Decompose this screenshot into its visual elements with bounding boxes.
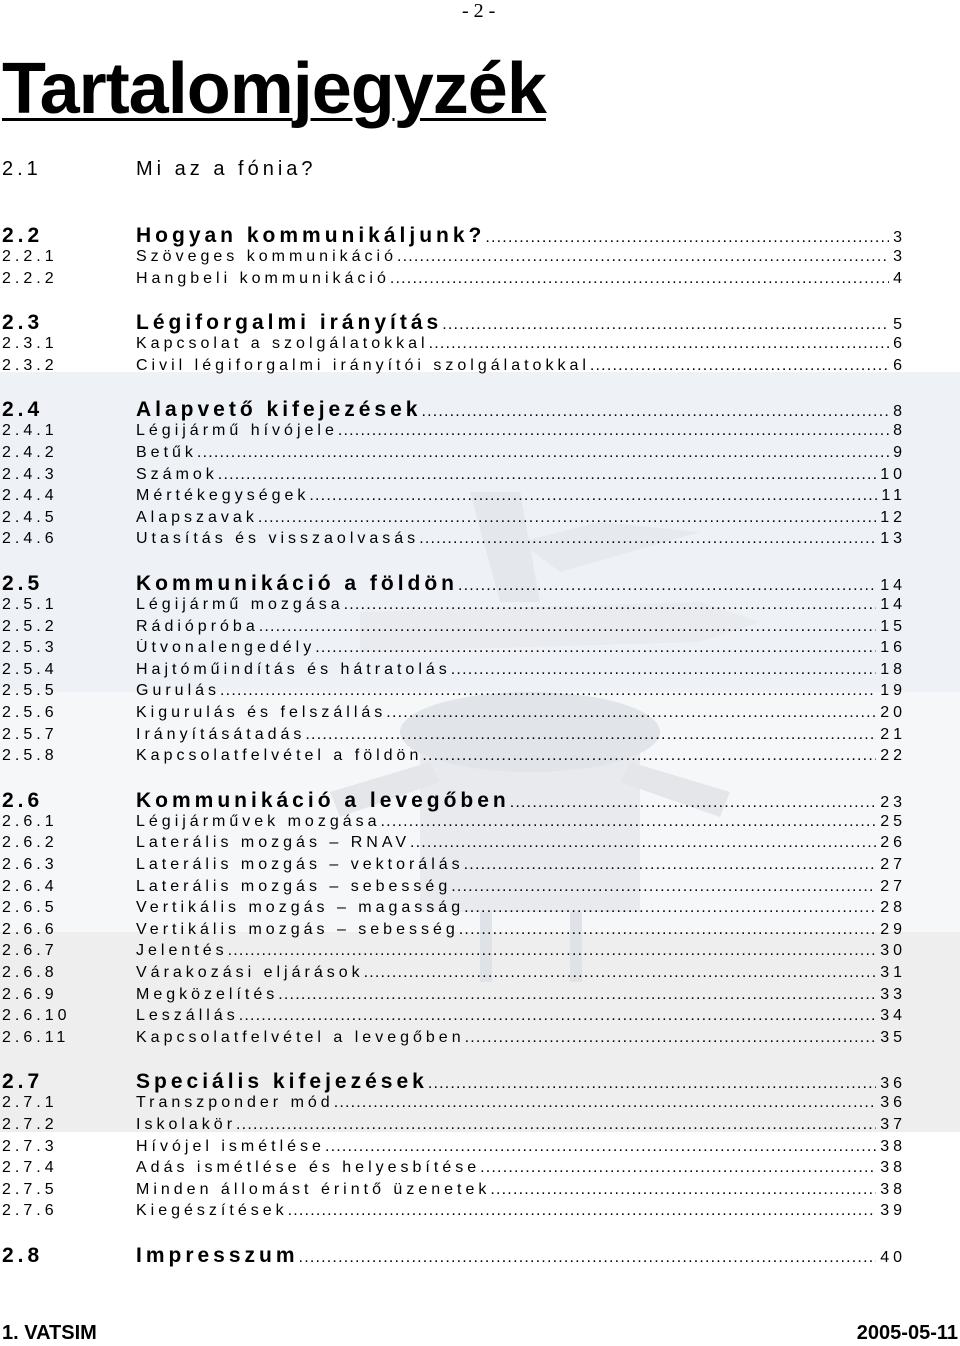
toc-entry-label: Rádiópróba — [136, 617, 259, 635]
toc-entry-page: 6 — [893, 335, 906, 353]
toc-dot-leader — [429, 335, 890, 353]
toc-entry-page: 35 — [880, 1028, 906, 1046]
page-number: - 2 - — [462, 0, 496, 22]
toc-entry-2-5-1 — [2, 596, 906, 614]
toc-entry-page: 14 — [880, 596, 906, 613]
toc-entry-page: 3 — [893, 248, 906, 265]
toc-entry-label: Számok — [136, 465, 218, 483]
toc-entry-label: Gurulás — [136, 682, 221, 700]
toc-entry-page: 25 — [880, 812, 906, 830]
toc-entry-number: 2.7 — [2, 1070, 44, 1094]
toc-entry-label: Hangbeli kommunikáció — [136, 269, 390, 287]
toc-entry-label: Vertikális mozgás – sebesség — [136, 920, 459, 938]
toc-dot-leader — [428, 1075, 876, 1093]
toc-entry-number: 2.7.5 — [2, 1180, 58, 1198]
toc-entry-2-7-3 — [2, 1138, 906, 1156]
toc-dot-leader — [459, 921, 876, 939]
toc-dot-leader — [381, 813, 877, 831]
toc-entry-2-5-5 — [2, 682, 906, 700]
toc-entry-number: 2.7.3 — [2, 1137, 58, 1155]
toc-entry-number: 2.5 — [2, 572, 44, 595]
toc-dot-leader — [197, 444, 889, 462]
toc-entry-page: 20 — [880, 704, 906, 721]
toc-entry-label: Kommunikáció a levegőben — [136, 788, 510, 812]
toc-entry-number: 2.7.1 — [2, 1094, 58, 1112]
toc-entry-label: Vertikális mozgás – magasság — [136, 899, 465, 917]
toc-entry-2-6-10 — [2, 1007, 906, 1025]
toc-entry-number: 2.6 — [2, 788, 44, 812]
toc-entry-2-3 — [2, 311, 906, 335]
toc-dot-leader — [397, 248, 889, 266]
toc-dot-leader — [485, 229, 889, 247]
toc-entry-label: Légiforgalmi irányítás — [136, 311, 443, 335]
toc-entry-page: 8 — [893, 403, 906, 421]
toc-entry-2-4-1 — [2, 422, 906, 440]
toc-entry-number: 2.6.10 — [2, 1007, 71, 1025]
toc-entry-label: Hogyan kommunikáljunk? — [136, 224, 486, 247]
toc-entry-2-6-2 — [2, 834, 906, 852]
toc-dot-leader — [305, 726, 876, 744]
toc-entry-number: 2.4.4 — [2, 487, 58, 505]
toc-entry-label: Impresszum — [136, 1244, 299, 1267]
toc-entry-label: Szöveges kommunikáció — [136, 248, 397, 265]
toc-entry-2-5-3 — [2, 639, 906, 657]
toc-entry-number: 2.2 — [2, 224, 44, 247]
toc-entry-label: Mértékegységek — [136, 487, 310, 505]
toc-entry-number: 2.5.4 — [2, 660, 58, 678]
toc-entry-label: Kapcsolat a szolgálatokkal — [136, 335, 429, 353]
toc-entry-label: Civil légiforgalmi irányítói szolgálatokkal — [136, 356, 590, 374]
toc-entry-2-3-2 — [2, 357, 906, 375]
toc-entry-2-6-3 — [2, 856, 906, 874]
toc-entry-label: Iskolakör — [136, 1116, 237, 1133]
toc-entry-number: 2.5.1 — [2, 596, 58, 613]
toc-entry-2-6-9 — [2, 986, 906, 1004]
toc-entry-label: Leszállás — [136, 1007, 239, 1025]
toc-entry-label: Légijármű hívójele — [136, 422, 338, 440]
toc-entry-number: 2.8 — [2, 1244, 44, 1267]
toc-entry-label: Kommunikáció a földön — [136, 572, 459, 595]
toc-entry-number: 2.5.6 — [2, 704, 58, 721]
toc-entry-label: Kiegészítések — [136, 1202, 288, 1220]
toc-entry-2-7 — [2, 1070, 906, 1094]
footer-left: 1. VATSIM — [2, 1322, 97, 1344]
toc-entry-number: 2.6.2 — [2, 834, 58, 852]
footer-right: 2005-05-11 — [856, 1322, 958, 1344]
toc-entry-label: Alapszavak — [136, 508, 258, 526]
toc-dot-leader — [309, 487, 877, 505]
toc-entry-2-3-1 — [2, 335, 906, 353]
toc-dot-leader — [442, 316, 889, 334]
toc-entry-number: 2.6.3 — [2, 856, 58, 873]
toc-dot-leader — [410, 834, 876, 852]
toc-entry-2-2-1 — [2, 248, 906, 266]
toc-entry-number: 2.3.1 — [2, 335, 58, 353]
toc-dot-leader — [390, 270, 889, 288]
toc-entry-2-4-3 — [2, 466, 906, 484]
toc-entry-page: 30 — [880, 942, 906, 960]
toc-entry-page: 22 — [880, 747, 906, 765]
toc-entry-number: 2.2.2 — [2, 269, 58, 287]
toc-entry-number: 2.2.1 — [2, 248, 58, 265]
toc-dot-leader — [419, 530, 876, 548]
toc-entry-2-7-2 — [2, 1116, 906, 1134]
toc-entry-label: Útvonalengedély — [136, 639, 316, 657]
toc-dot-leader — [228, 942, 877, 960]
toc-entry-label: Transzponder mód — [136, 1094, 334, 1112]
toc-entry-2-6-4 — [2, 878, 906, 896]
toc-entry-number: 2.6.11 — [2, 1028, 70, 1046]
toc-dot-leader — [480, 1159, 876, 1177]
page-title: Tartalomjegyzék — [2, 49, 546, 129]
toc-entry-label: Mi az a fónia? — [136, 158, 317, 180]
toc-entry-label: Laterális mozgás – RNAV — [136, 834, 410, 852]
toc-dot-leader — [218, 466, 876, 484]
toc-entry-2-5-6 — [2, 704, 906, 722]
toc-entry-page: 23 — [880, 793, 906, 811]
toc-entry-2-6-7 — [2, 942, 906, 960]
toc-dot-leader — [239, 1007, 877, 1025]
toc-entry-label: Légijárművek mozgása — [136, 812, 381, 830]
toc-dot-leader — [458, 577, 876, 595]
toc-entry-number: 2.5.3 — [2, 639, 58, 657]
toc-entry-number: 2.5.5 — [2, 682, 58, 700]
toc-entry-number: 2.6.4 — [2, 877, 58, 895]
toc-entry-number: 2.6.5 — [2, 899, 58, 917]
toc-entry-label: Irányításátadás — [136, 725, 306, 743]
toc-entry-number: 2.6.7 — [2, 942, 58, 960]
toc-entry-number: 2.5.7 — [2, 725, 58, 743]
toc-dot-leader — [325, 1138, 876, 1156]
toc-dot-leader — [315, 639, 876, 657]
toc-entry-page: 13 — [880, 530, 906, 548]
toc-dot-leader — [299, 1249, 877, 1267]
toc-dot-leader — [451, 878, 876, 896]
toc-entry-2-4-4 — [2, 487, 906, 505]
toc-entry-2-2 — [2, 224, 906, 248]
toc-entry-number: 2.7.4 — [2, 1159, 58, 1177]
toc-entry-label: Adás ismétlése és helyesbítése — [136, 1159, 481, 1177]
toc-entry-number: 2.6.6 — [2, 920, 58, 938]
toc-entry-label: Minden állomást érintő üzenetek — [136, 1180, 491, 1198]
toc-entry-number: 2.4.1 — [2, 422, 58, 440]
toc-entry-number: 2.7.2 — [2, 1116, 58, 1133]
toc-entry-2-6-6 — [2, 921, 906, 939]
toc-entry-page: 18 — [880, 660, 906, 678]
toc-entry-label: Laterális mozgás – sebesség — [136, 877, 452, 895]
toc-entry-page: 8 — [893, 422, 906, 440]
toc-entry-page: 40 — [880, 1249, 906, 1266]
toc-entry-2-4-5 — [2, 509, 906, 527]
toc-dot-leader — [451, 661, 876, 679]
toc-dot-leader — [236, 1116, 876, 1134]
toc-entry-number: 2.1 — [2, 158, 42, 180]
toc-dot-leader — [465, 1029, 877, 1047]
toc-entry-number: 2.4.2 — [2, 444, 58, 461]
toc-dot-leader — [464, 899, 876, 917]
toc-entry-page: 36 — [880, 1094, 906, 1112]
toc-entry-label: Betűk — [136, 444, 197, 461]
toc-dot-leader — [334, 1094, 877, 1112]
toc-entry-label: Speciális kifejezések — [136, 1070, 428, 1094]
toc-entry-2-4-6 — [2, 530, 906, 548]
toc-entry-2-7-4 — [2, 1159, 906, 1177]
toc-entry-2-7-6 — [2, 1202, 906, 1220]
toc-entry-page: 12 — [880, 508, 906, 526]
toc-entry-page: 27 — [880, 877, 906, 895]
toc-entry-number: 2.4.6 — [2, 530, 58, 548]
toc-entry-page: 14 — [880, 577, 906, 594]
toc-entry-page: 38 — [880, 1159, 906, 1177]
toc-entry-page: 33 — [880, 985, 906, 1003]
toc-entry-label: Kigurulás és felszállás — [136, 704, 387, 721]
toc-entry-page: 36 — [880, 1075, 906, 1093]
toc-dot-leader — [364, 964, 877, 982]
toc-entry-2-8 — [2, 1244, 906, 1268]
toc-entry-label: Kapcsolatfelvétel a földön — [136, 747, 423, 765]
toc-entry-label: Jelentés — [136, 942, 228, 960]
toc-entry-2-6 — [2, 789, 906, 813]
toc-dot-leader — [490, 1181, 876, 1199]
toc-dot-leader — [422, 747, 876, 765]
toc-entry-2-5-4 — [2, 661, 906, 679]
toc-entry-number: 2.5.8 — [2, 747, 58, 765]
toc-entry-2-6-11 — [2, 1029, 906, 1047]
toc-dot-leader — [259, 618, 876, 636]
toc-dot-leader — [344, 596, 877, 614]
toc-entry-2-5-8 — [2, 747, 906, 765]
toc-entry-page: 34 — [880, 1007, 906, 1025]
toc-entry-label: Hívójel ismétlése — [136, 1137, 325, 1155]
toc-entry-2-7-5 — [2, 1181, 906, 1199]
toc-entry-label: Laterális mozgás – vektorálás — [136, 856, 464, 873]
toc-dot-leader — [220, 682, 876, 700]
toc-entry-2-5-7 — [2, 726, 906, 744]
toc-entry-2-5-2 — [2, 618, 906, 636]
toc-entry-page: 28 — [880, 899, 906, 917]
toc-entry-page: 6 — [893, 356, 906, 374]
toc-entry-page: 26 — [880, 834, 906, 852]
toc-entry-page: 27 — [880, 856, 906, 873]
toc-entry-label: Légijármű mozgása — [136, 596, 344, 613]
toc-entry-number: 2.6.9 — [2, 985, 58, 1003]
toc-entry-number: 2.5.2 — [2, 617, 58, 635]
toc-entry-page: 19 — [880, 682, 906, 700]
toc-entry-2-4-2 — [2, 444, 906, 462]
toc-entry-number: 2.4.3 — [2, 465, 58, 483]
toc-dot-leader — [338, 422, 889, 440]
toc-entry-label: Alapvető kifejezések — [136, 398, 422, 422]
toc-dot-leader — [386, 704, 876, 722]
toc-dot-leader — [288, 1202, 877, 1220]
toc-entry-page: 10 — [880, 465, 906, 483]
toc-entry-page: 31 — [880, 964, 906, 981]
toc-entry-page: 37 — [880, 1116, 906, 1133]
toc-entry-2-2-2 — [2, 270, 906, 288]
toc-entry-2-4 — [2, 398, 906, 422]
toc-entry-number: 2.3.2 — [2, 356, 58, 374]
toc-entry-page: 15 — [880, 617, 906, 635]
toc-entry-label: Kapcsolatfelvétel a levegőben — [136, 1028, 465, 1046]
toc-entry-page: 3 — [893, 229, 906, 246]
toc-entry-label: Utasítás és visszaolvasás — [136, 530, 420, 548]
toc-entry-number: 2.3 — [2, 311, 44, 335]
toc-entry-2-6-5 — [2, 899, 906, 917]
toc-entry-number: 2.7.6 — [2, 1202, 58, 1220]
toc-entry-page: 39 — [880, 1202, 906, 1220]
toc-entry-page: 5 — [893, 316, 906, 334]
toc-entry-label: Hajtóműindítás és hátratolás — [136, 660, 451, 678]
toc-dot-leader — [510, 794, 876, 812]
toc-entry-2-6-8 — [2, 964, 906, 982]
toc-entry-label: Várakozási eljárások — [136, 964, 364, 981]
toc-entry-page: 38 — [880, 1180, 906, 1198]
toc-dot-leader — [278, 986, 876, 1004]
toc-entry-page: 38 — [880, 1137, 906, 1155]
toc-entry-2-5 — [2, 572, 906, 596]
toc-dot-leader — [590, 357, 889, 375]
toc-entry-page: 9 — [893, 444, 906, 461]
toc-entry-2-7-1 — [2, 1094, 906, 1112]
toc-entry-2-1 — [2, 158, 906, 181]
toc-entry-number: 2.4 — [2, 398, 44, 422]
toc-entry-page: 29 — [880, 920, 906, 938]
toc-entry-number: 2.4.5 — [2, 508, 58, 526]
toc-entry-page: 16 — [880, 639, 906, 657]
toc-entry-2-6-1 — [2, 813, 906, 831]
toc-dot-leader — [421, 403, 889, 421]
toc-entry-page: 11 — [881, 487, 906, 505]
toc-dot-leader — [464, 856, 877, 874]
toc-entry-page: 4 — [893, 269, 906, 287]
toc-entry-page: 21 — [880, 725, 906, 743]
toc-entry-number: 2.6.1 — [2, 812, 58, 830]
toc-dot-leader — [258, 509, 876, 527]
toc-entry-number: 2.6.8 — [2, 964, 58, 981]
toc-entry-label: Megközelítés — [136, 985, 279, 1003]
